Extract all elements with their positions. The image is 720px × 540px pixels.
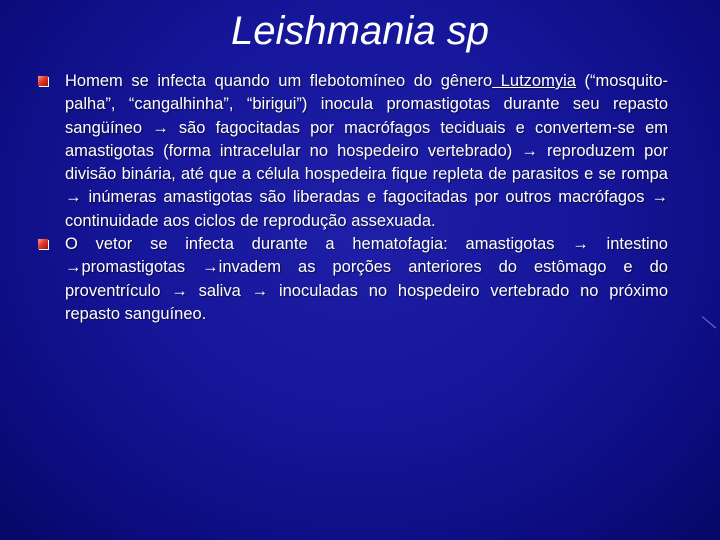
bullet-text-before: Homem se infecta quando um flebotomíneo do gênero [65, 72, 493, 90]
bullet-item-1 [38, 70, 668, 233]
bullet-item-2 [38, 233, 668, 326]
bullet-text [65, 70, 668, 233]
square-bullet-icon [38, 239, 48, 249]
bullet-text-after: (“mosquito-palha”, “cangalhinha”, “birigui”) inocula promastigotas durante seu repasto sangüíneo → são fagocitadas por macrófagos teciduais e convertem-se em amastigotas (forma intracelular no hospedeiro vertebrado) → reproduzem por divisão binária, até que a célula hospedeira fique repleta de parasitos e se rompa → inúmeras amastigotas são liberadas e fagocitadas por outros macrófagos → continuidade aos ciclos de reprodução assexuada. [65, 72, 668, 230]
decorative-line [702, 316, 716, 328]
square-bullet-icon [38, 76, 48, 86]
slide-title: Leishmania sp [231, 9, 489, 53]
bullet-text: O vetor se infecta durante a hematofagia: amastigotas → intestino →promastigotas →invadem as porções anteriores do estômago e do proventrículo → saliva → inoculadas no hospedeiro vertebrado no próximo repasto sanguíneo. [65, 235, 668, 323]
genus-name: Lutzomyia [492, 72, 576, 90]
bullet-list [38, 70, 668, 326]
